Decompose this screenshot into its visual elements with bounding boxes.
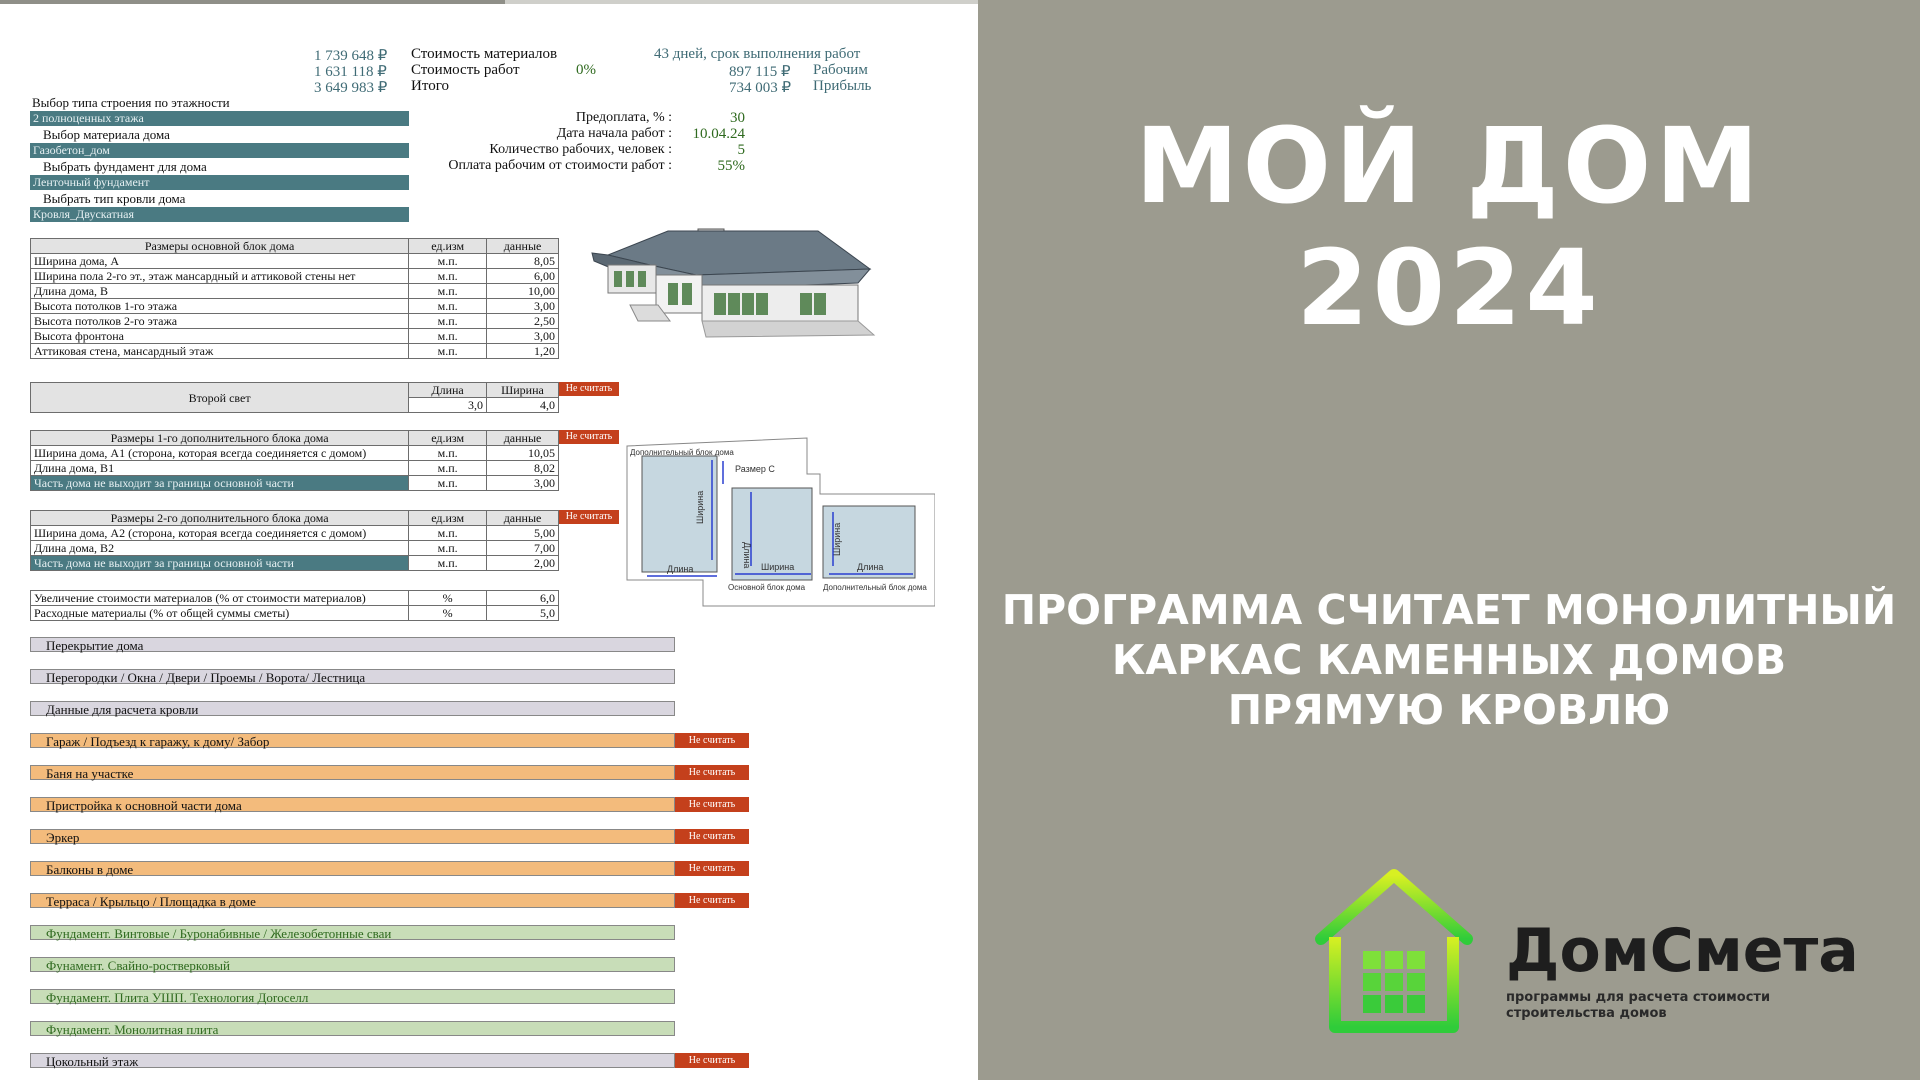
diagram-width-label: Ширина	[695, 490, 705, 524]
row-value[interactable]: 1,20	[487, 344, 559, 359]
row-label: Увеличение стоимости материалов (% от стоимости материалов)	[31, 591, 409, 606]
header-cell: Размеры основной блок дома	[31, 239, 409, 254]
no-count-button[interactable]: Не считать	[675, 797, 749, 812]
table-row	[31, 476, 559, 491]
no-count-button[interactable]: Не считать	[675, 893, 749, 908]
foundation-select[interactable]: Ленточный фундамент	[30, 175, 409, 190]
row-value[interactable]: 3,00	[487, 329, 559, 344]
brand-tagline-1: программы для расчета стоимости	[1506, 990, 1771, 1005]
no-count-button[interactable]: Не считать	[675, 733, 749, 748]
total-label: Итого	[411, 78, 449, 94]
table-row	[31, 606, 559, 621]
row-unit: %	[409, 606, 487, 621]
row-value[interactable]: 6,00	[487, 269, 559, 284]
extra-block-2-table	[30, 510, 559, 571]
roof-select[interactable]: Кровля_Двускатная	[30, 207, 409, 222]
foundation-select-label: Выбрать фундамент для дома	[43, 159, 207, 174]
row-unit: м.п.	[409, 329, 487, 344]
row-label: Длина дома, В1	[31, 461, 409, 476]
second-light-width[interactable]: 4,0	[487, 398, 559, 413]
header-cell: данные	[487, 431, 559, 446]
second-light-table	[30, 382, 559, 413]
promo-subtitle-line3: ПРЯМУЮ КРОВЛЮ	[1227, 686, 1671, 734]
works-cost-label: Стоимость работ	[411, 62, 520, 78]
diagram-length-label-right: Длина	[857, 562, 884, 572]
works-cost-value: 1 631 118 ₽	[314, 64, 387, 80]
floors-select-label: Выбор типа строения по этажности	[32, 95, 230, 110]
promo-subtitle-line2: КАРКАС КАМЕННЫХ ДОМОВ	[1111, 636, 1787, 684]
table-row	[31, 526, 559, 541]
row-value[interactable]: 5,00	[487, 526, 559, 541]
table-row	[31, 344, 559, 359]
header-cell: данные	[487, 511, 559, 526]
header-cell: Размеры 2-го дополнительного блока дома	[31, 511, 409, 526]
row-label: Длина дома, В	[31, 284, 409, 299]
diagram-extra-caption: Дополнительный блок дома	[823, 583, 927, 592]
table-row	[31, 299, 559, 314]
row-value[interactable]: 3,00	[487, 299, 559, 314]
row-unit: м.п.	[409, 299, 487, 314]
diagram-main-caption: Основной блок дома	[728, 583, 806, 592]
start-date-value[interactable]: 10.04.24	[692, 126, 745, 142]
table-row	[31, 461, 559, 476]
table-row	[31, 254, 559, 269]
diagram-top-label: Дополнительный блок дома	[630, 448, 734, 457]
row-label: Ширина дома, А1 (сторона, которая всегда соединяется с домом)	[31, 446, 409, 461]
material-select[interactable]: Газобетон_дом	[30, 143, 409, 158]
section-terrace[interactable]: Терраса / Крыльцо / Площадка в доме	[30, 893, 675, 908]
no-count-button[interactable]: Не считать	[559, 510, 619, 524]
section-garage[interactable]: Гараж / Подъезд к гаражу, к дому/ Забор	[30, 733, 675, 748]
second-light-length[interactable]: 3,0	[409, 398, 487, 413]
workers-pay-value[interactable]: 55%	[717, 158, 745, 174]
table-row	[31, 591, 559, 606]
section-balconies[interactable]: Балконы в доме	[30, 861, 675, 876]
section-foundation-piles[interactable]: Фундамент. Винтовые / Буронабивные / Железобетонные сваи	[30, 925, 675, 940]
table-header	[31, 239, 559, 254]
row-label: Аттиковая стена, мансардный этаж	[31, 344, 409, 359]
row-label: Ширина дома, А	[31, 254, 409, 269]
header-cell: ед.изм	[409, 511, 487, 526]
row-unit: м.п.	[409, 284, 487, 299]
row-unit: м.п.	[409, 526, 487, 541]
duration-label: 43 дней, срок выполнения работ	[654, 46, 861, 62]
extra-block-left-shape	[642, 456, 717, 572]
header-cell: ед.изм	[409, 431, 487, 446]
section-basement[interactable]: Цокольный этаж	[30, 1053, 675, 1068]
row-label: Высота потолков 2-го этажа	[31, 314, 409, 329]
row-value[interactable]: 10,00	[487, 284, 559, 299]
promo-title-line1: МОЙ ДОМ	[1135, 105, 1763, 227]
row-label: Высота фронтона	[31, 329, 409, 344]
section-foundation-ushp[interactable]: Фундамент. Плита УШП. Технология Доroселл	[30, 989, 675, 1004]
section-annex[interactable]: Пристройка к основной части дома	[30, 797, 675, 812]
row-value[interactable]: 3,00	[487, 476, 559, 491]
row-label: Ширина пола 2-го эт., этаж мансардный и аттиковой стены нет	[31, 269, 409, 284]
floors-select[interactable]: 2 полноценных этажа	[30, 111, 409, 126]
table-row	[31, 314, 559, 329]
second-light-label: Второй свет	[31, 383, 409, 413]
start-date-label: Дата начала работ :	[556, 126, 672, 141]
section-foundation-slab[interactable]: Фундамент. Монолитная плита	[30, 1021, 675, 1036]
profit-value: 734 003 ₽	[729, 80, 792, 96]
no-count-button[interactable]: Не считать	[675, 829, 749, 844]
row-label: Длина дома, В2	[31, 541, 409, 556]
workers-count-label: Количество рабочих, человек :	[489, 142, 672, 157]
header-cell: ед.изм	[409, 239, 487, 254]
workers-label: Рабочим	[813, 62, 868, 78]
promo-subtitle-line1: ПРОГРАММА СЧИТАЕТ МОНОЛИТНЫЙ	[1001, 586, 1897, 634]
row-unit: м.п.	[409, 541, 487, 556]
workers-pay-label: Оплата рабочим от стоимости работ :	[448, 158, 672, 173]
row-unit: м.п.	[409, 269, 487, 284]
no-count-button[interactable]: Не считать	[675, 1053, 749, 1068]
header-cell: Размеры 1-го дополнительного блока дома	[31, 431, 409, 446]
row-unit: м.п.	[409, 476, 487, 491]
diagram-width-label-right: Ширина	[832, 522, 842, 556]
second-light-width-header: Ширина	[487, 383, 559, 398]
brand-tagline-2: строительства домов	[1506, 1006, 1667, 1021]
row-value[interactable]: 2,00	[487, 556, 559, 571]
table-row	[31, 446, 559, 461]
works-cost-percent: 0%	[576, 62, 596, 78]
extras-table	[30, 590, 559, 621]
extra-block-1-table	[30, 430, 559, 491]
no-count-button[interactable]: Не считать	[675, 765, 749, 780]
workers-value: 897 115 ₽	[729, 64, 791, 80]
row-unit: м.п.	[409, 556, 487, 571]
workers-count-value[interactable]: 5	[737, 142, 745, 158]
table-row	[31, 556, 559, 571]
section-roof-data[interactable]: Данные для расчета кровли	[30, 701, 675, 716]
row-value[interactable]: 10,05	[487, 446, 559, 461]
diagram-size-c: Размер С	[735, 464, 775, 474]
row-value[interactable]: 7,00	[487, 541, 559, 556]
table-row	[31, 284, 559, 299]
materials-cost-value: 1 739 648 ₽	[314, 48, 388, 64]
row-unit: м.п.	[409, 314, 487, 329]
profit-label: Прибыль	[813, 78, 872, 94]
roof-select-label: Выбрать тип кровли дома	[43, 191, 186, 206]
row-unit: %	[409, 591, 487, 606]
brand-name: ДомСмета	[1506, 916, 1859, 986]
diagram-length-label-main: Длина	[742, 542, 752, 569]
brand-logo-icon	[1313, 867, 1475, 1037]
section-bay-window[interactable]: Эркер	[30, 829, 675, 844]
table-row	[31, 541, 559, 556]
material-select-label: Выбор материала дома	[43, 127, 170, 142]
section-floor-slab[interactable]: Перекрытие дома	[30, 637, 675, 652]
second-light-length-header: Длина	[409, 383, 487, 398]
row-unit: м.п.	[409, 446, 487, 461]
diagram-width-label-main: Ширина	[761, 562, 795, 572]
no-count-button[interactable]: Не считать	[559, 382, 619, 396]
blocks-diagram	[625, 436, 935, 612]
top-divider-light	[505, 0, 978, 4]
materials-cost-label: Стоимость материалов	[411, 46, 558, 62]
row-value[interactable]: 6,0	[487, 591, 559, 606]
row-value[interactable]: 8,02	[487, 461, 559, 476]
prepayment-label: Предоплата, % :	[575, 110, 672, 125]
total-value: 3 649 983 ₽	[314, 80, 388, 96]
no-count-button[interactable]: Не считать	[559, 430, 619, 444]
promo-title-line2: 2024	[1296, 227, 1602, 349]
main-block-table	[30, 238, 559, 359]
top-divider	[0, 0, 505, 4]
house-image	[588, 225, 933, 345]
section-bathhouse[interactable]: Баня на участке	[30, 765, 675, 780]
row-label: Высота потолков 1-го этажа	[31, 299, 409, 314]
row-label: Расходные материалы (% от общей суммы сметы)	[31, 606, 409, 621]
row-value[interactable]: 2,50	[487, 314, 559, 329]
promo-panel	[978, 0, 1920, 1080]
row-unit: м.п.	[409, 461, 487, 476]
row-label[interactable]: Часть дома не выходит за границы основной части	[31, 556, 409, 571]
section-partitions[interactable]: Перегородки / Окна / Двери / Проемы / Ворота/ Лестница	[30, 669, 675, 684]
prepayment-value[interactable]: 30	[730, 110, 745, 126]
header-cell: данные	[487, 239, 559, 254]
table-row	[31, 329, 559, 344]
diagram-length-label: Длина	[667, 564, 694, 574]
no-count-button[interactable]: Не считать	[675, 861, 749, 876]
row-label[interactable]: Часть дома не выходит за границы основной части	[31, 476, 409, 491]
row-label: Ширина дома, А2 (сторона, которая всегда соединяется с домом)	[31, 526, 409, 541]
row-unit: м.п.	[409, 344, 487, 359]
row-value[interactable]: 8,05	[487, 254, 559, 269]
row-unit: м.п.	[409, 254, 487, 269]
row-value[interactable]: 5,0	[487, 606, 559, 621]
table-row	[31, 269, 559, 284]
section-foundation-grillage[interactable]: Фунамент. Свайно-ростверковый	[30, 957, 675, 972]
